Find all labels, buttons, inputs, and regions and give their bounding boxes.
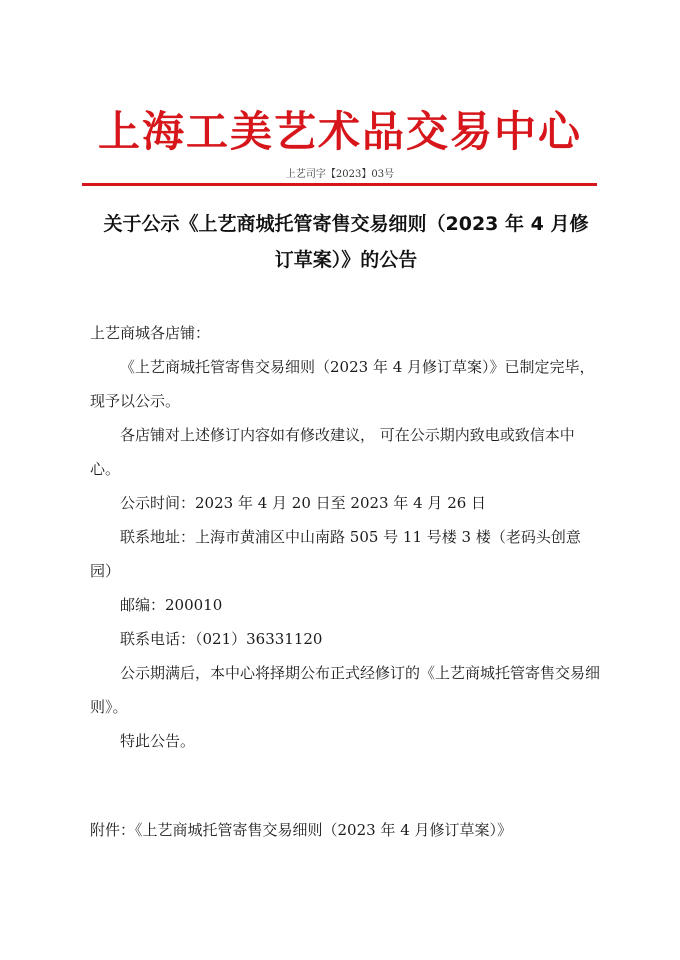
document-number: 上艺司字【2023】03号: [285, 169, 395, 180]
header-divider: [82, 183, 597, 186]
organization-header: 上海工美艺术品交易中心: [97, 107, 582, 156]
paragraph-suggestions: 各店铺对上述修订内容如有修改建议， 可在公示期内致电或致信本中心。: [90, 426, 575, 478]
paragraph-address: 联系地址：上海市黄浦区中山南路 505 号 11 号楼 3 楼（老码头创意园）: [90, 528, 581, 580]
salutation: 上艺商城各店铺：: [90, 324, 211, 342]
attachment-line: 附件：《上艺商城托管寄售交易细则（2023 年 4 月修订草案）》: [90, 821, 513, 839]
document-title: 关于公示《上艺商城托管寄售交易细则（2023 年 4 月修订草案）》的公告: [103, 213, 589, 271]
paragraph-announcement: 《上艺商城托管寄售交易细则（2023 年 4 月修订草案）》已制定完毕，现予以公示。: [90, 358, 595, 410]
paragraph-conclusion: 公示期满后，本中心将择期公布正式经修订的《上艺商城托管寄售交易细则》。: [90, 664, 601, 716]
paragraph-postcode: 邮编：200010: [120, 596, 223, 614]
paragraph-phone: 联系电话：（021）36331120: [120, 630, 323, 648]
body-content: [90, 350, 602, 758]
paragraph-closing: 特此公告。: [120, 732, 196, 750]
paragraph-period: 公示时间：2023 年 4 月 20 日至 2023 年 4 月 26 日: [120, 494, 487, 512]
